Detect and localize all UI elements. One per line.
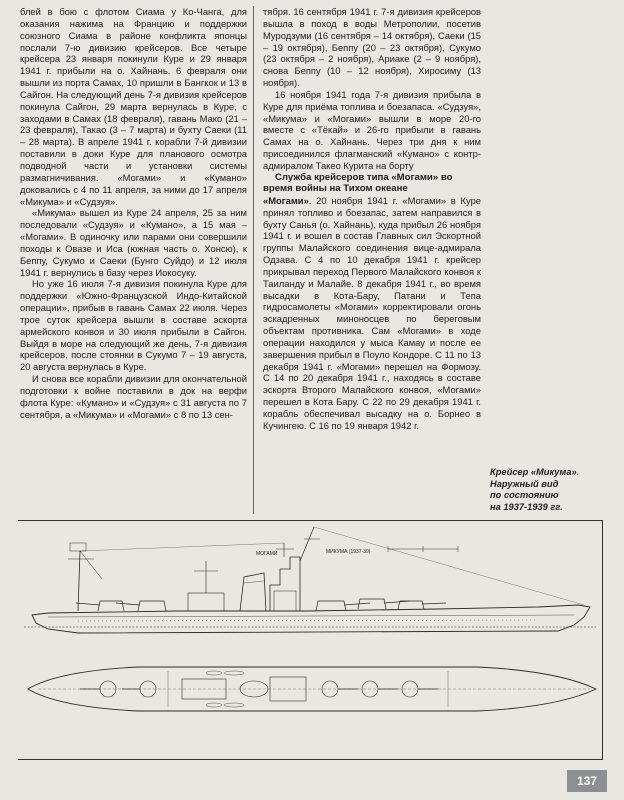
caption-line: по состоянию bbox=[490, 490, 559, 500]
paragraph bbox=[263, 195, 481, 432]
page-number: 137 bbox=[576, 774, 598, 788]
paragraph: блей в бою с флотом Сиама у Ко-Чанга, для оказания нажима на Францию и поддержки союзного Сиама в районе конфликта японцы послали 7-ю дивизию крейсеров. Все четыре крейсера 23 января покинули Куре и 29 января 1941 г. прибыли на о. Хайнань. 6 февраля они вышли из порта Самах, 10 пришли в Бангкок и 13 в Сайгон. На следующий день 7-я дивизия крейсеров покинула Сайгон, 29 марта вернулась в Куре, с заходами в Самах (18 февраля), гавань Мако (21 – 23 февраля), Такао (3 – 7 марта) и бухту Саеки (11 – 28 марта). В апреле 1941 г. корабли 7-й дивизии поставили в доки Куре для планового осмотра подводной части и установки системы размагничивания. «Могами» и «Кумано» доковались с 4 по 11 апреля, за ними до 17 апреля «Микума» и «Судзуя». bbox=[20, 6, 247, 207]
hull-profile bbox=[32, 605, 590, 633]
drawing-label-bow: МОГАМИ bbox=[256, 551, 278, 557]
turret bbox=[398, 601, 424, 609]
bridge bbox=[270, 557, 300, 611]
ship-drawing bbox=[18, 521, 602, 759]
aft-crane bbox=[78, 551, 80, 611]
paragraph: 16 ноября 1941 года 7-я дивизия прибыла в Куре для приёма топлива и боезапаса. «Судзуя», «Микума» и «Могами» вышли в море 20-го вместе с «Тёкай» и 26-го прибыли в гавань Самах на о. Хайнань. Через три дня к ним присоединился флагманский «Кумано» с контр-адмиралом Такео Курита на борту bbox=[263, 88, 481, 171]
turret bbox=[138, 601, 166, 611]
paragraph: тября. 16 сентября 1941 г. 7-я дивизия крейсеров вышла в поход в воды Метрополии, посетив Муродзуми (16 сентября – 14 октября), Саеки (15 – 19 октября), Беппу (20 – 23 октября), Сукумо (23 октября – 2 ноября), Ариаке (2 – 9 ноября), снова Беппу (10 – 12 ноября), Хиросиму (13 ноября). bbox=[263, 6, 481, 89]
figure-caption bbox=[490, 467, 610, 513]
caption-line: Наружный вид bbox=[490, 478, 559, 489]
paragraph-text: . 20 ноября 1941 г. «Могами» в Куре принял топливо и боезапас, затем направился в бухту Санья (о. Хайнань), куда прибыл 26 ноября 1941 г. и вошел в состав Главных сил Эскортной группы Малайского соединения вице-адмирала Одзава. С 4 по 10 декабря 1941 г. крейсер прикрывал переход Первого Малайского конвоя к Таиланду и Малайе. 8 декабря 1941 г., во время высадки в Кота-Бару, Патани и Тепа гидросамолеты «Могами» корректировали огонь эскадренных миноносцев по береговым объектам противника. Сам «Могами» в ходе операции находился у мыса Камау и после ее завершения прибыл в Поуло Кондоре. С 11 по 13 декабря 1941 г. «Могами» перешел на Формозу. С 14 по 20 декабря 1941 г., находясь в составе эскорта Второго Малайского конвоя, «Могами» перешел в Кота Бару. С 22 по 29 декабря 1941 г. корабль обеспечивал высадку на о. Борнео в Кучингею. С 16 по 19 января 1942 г. bbox=[263, 194, 481, 431]
turret bbox=[316, 601, 346, 611]
funnel bbox=[240, 573, 266, 611]
column-divider bbox=[253, 6, 254, 514]
drawing-label-mid: МИКУМА (1937-39) bbox=[326, 549, 371, 555]
fore-mast bbox=[300, 527, 314, 561]
middle-text-column bbox=[263, 6, 481, 432]
section-heading: Служба крейсеров типа «Могами» во время войны на Тихом океане bbox=[263, 171, 453, 195]
ship-drawing-frame bbox=[18, 520, 603, 760]
paragraph: Но уже 16 июля 7-я дивизия покинула Куре для поддержки «Южно-Французской Индо-Китайской операции», прибыв в гавань Самах 22 июля. Через трое суток крейсера вышли в составе эскорта армейского конвоя и 30 июля прибыли в Сайгон. Выйдя в море на следующий же день, 7-я дивизия крейсеров, после стоянки в Сукумо 7 – 19 августа, 20 августа вернулась в Куре. bbox=[20, 278, 247, 373]
caption-line: Крейсер «Микума». bbox=[490, 467, 580, 477]
left-text-column bbox=[20, 6, 247, 421]
ship-name: «Могами» bbox=[263, 194, 309, 206]
caption-line: на 1937-1939 гг. bbox=[490, 501, 563, 512]
paragraph: И снова все корабли дивизии для окончательной подготовки к войне поставили в док на верфи флота Куре: «Кумано» и «Судзуя» с 31 августа по 7 сентября, а «Микума» и «Могами» с 8 по 13 сен- bbox=[20, 373, 247, 420]
paragraph: «Микума» вышел из Куре 24 апреля, 25 за ним последовали «Судзуя» и «Кумано», а 15 мая – «Могами». В одиночку или парами они совершили походы к Овазе и Иса (южная часть о. Хонсю), к Беппу, Сукумо и Саеки (Бунго Суйдо) и 12 июля 1941 г. вернулись в базу через Иокосуку. bbox=[20, 207, 247, 278]
turret bbox=[98, 601, 124, 611]
